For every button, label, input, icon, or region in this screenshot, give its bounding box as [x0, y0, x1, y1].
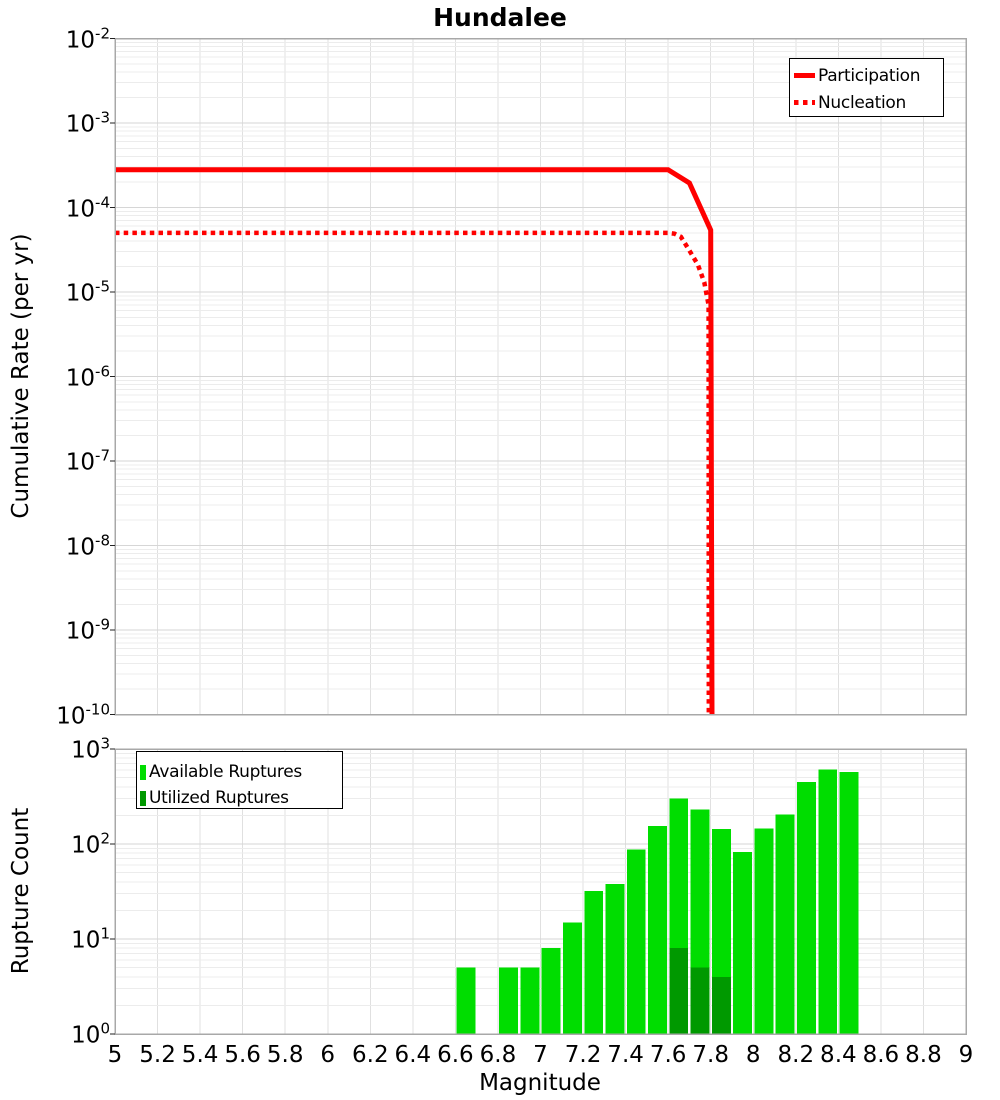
- available-ruptures-bar: [457, 968, 476, 1034]
- x-tick-label: 8.6: [862, 1042, 900, 1068]
- top-legend: [789, 58, 944, 117]
- top-y-tick-label: $10^{-5}$: [65, 277, 110, 307]
- x-tick-label: 6.8: [479, 1042, 517, 1068]
- utilized-ruptures-bar: [669, 948, 688, 1034]
- available-ruptures-bar: [499, 968, 518, 1034]
- x-tick-label: 8: [745, 1042, 761, 1068]
- bottom-y-tick-label: $10^0$: [71, 1019, 110, 1049]
- legend-label-participation: Participation: [818, 65, 921, 86]
- x-tick-label: 7.6: [649, 1042, 687, 1068]
- x-tick-label: 9: [958, 1042, 974, 1068]
- available-ruptures-bar: [520, 968, 539, 1034]
- x-tick-label: 8.2: [777, 1042, 815, 1068]
- top-y-tick-label: $10^{-8}$: [65, 531, 110, 560]
- available-ruptures-bar: [542, 948, 561, 1034]
- x-tick-label: 7.8: [692, 1042, 729, 1068]
- available-ruptures-bar: [563, 922, 582, 1034]
- available-ruptures-bar: [797, 782, 816, 1034]
- x-tick-label: 6.4: [394, 1042, 432, 1068]
- x-tick-label: 7.2: [564, 1042, 602, 1068]
- top-y-tick-label: $10^{-6}$: [65, 362, 110, 391]
- legend-label-nucleation: Nucleation: [818, 92, 907, 113]
- utilized-ruptures-swatch: [140, 791, 146, 806]
- x-tick-label: 5.8: [266, 1042, 304, 1068]
- bottom-legend: [136, 751, 343, 809]
- top-y-tick-label: $10^{-7}$: [65, 446, 110, 476]
- available-ruptures-bar: [754, 828, 773, 1034]
- x-tick-label: 5.2: [139, 1042, 176, 1068]
- chart-title: Hundalee: [433, 3, 567, 32]
- x-tick-label: 6.6: [437, 1042, 474, 1068]
- available-ruptures-bar: [733, 852, 752, 1034]
- bottom-y-axis-title: Rupture Count: [8, 807, 34, 975]
- legend-row-utilized: [140, 785, 342, 811]
- legend-label-utilized: Utilized Ruptures: [149, 788, 289, 808]
- x-tick-label: 5.4: [181, 1042, 219, 1068]
- x-tick-label: 8.8: [905, 1042, 942, 1068]
- x-tick-label: 6.2: [352, 1042, 389, 1068]
- x-tick-label: 5: [107, 1042, 123, 1068]
- legend-row-available: [140, 759, 342, 785]
- legend-label-available: Available Ruptures: [149, 762, 302, 782]
- available-ruptures-swatch: [140, 765, 146, 780]
- top-y-axis-title: Cumulative Rate (per yr): [8, 233, 34, 519]
- bottom-y-tick-label: $10^2$: [71, 829, 110, 859]
- top-y-tick-label: $10^{-2}$: [65, 24, 110, 53]
- available-ruptures-bar: [627, 850, 646, 1034]
- bottom-y-tick-label: $10^3$: [71, 734, 110, 764]
- x-axis-title: Magnitude: [479, 1070, 601, 1096]
- top-y-tick-label: $10^{-4}$: [65, 193, 110, 222]
- x-tick-label: 7: [533, 1042, 548, 1068]
- participation-line-sample: [794, 73, 815, 78]
- available-ruptures-bar: [818, 769, 837, 1034]
- bottom-y-tick-label: $10^1$: [71, 924, 110, 954]
- top-y-tick-label: $10^{-9}$: [65, 615, 110, 645]
- x-tick-label: 6: [320, 1042, 336, 1068]
- nucleation-line-sample: [794, 100, 815, 105]
- available-ruptures-bar: [776, 814, 795, 1034]
- legend-row-nucleation: [794, 89, 943, 116]
- x-tick-label: 7.4: [607, 1042, 644, 1068]
- available-ruptures-bar: [840, 772, 859, 1034]
- available-ruptures-bar: [584, 891, 603, 1034]
- available-ruptures-bar: [606, 884, 625, 1034]
- utilized-ruptures-bar: [691, 968, 710, 1034]
- top-y-tick-label: $10^{-3}$: [65, 108, 110, 138]
- x-tick-label: 5.6: [224, 1042, 261, 1068]
- utilized-ruptures-bar: [712, 977, 731, 1034]
- legend-row-participation: [794, 62, 943, 89]
- x-tick-label: 8.4: [820, 1042, 857, 1068]
- available-ruptures-bar: [648, 826, 667, 1034]
- top-y-tick-label: $10^{-10}$: [56, 700, 110, 729]
